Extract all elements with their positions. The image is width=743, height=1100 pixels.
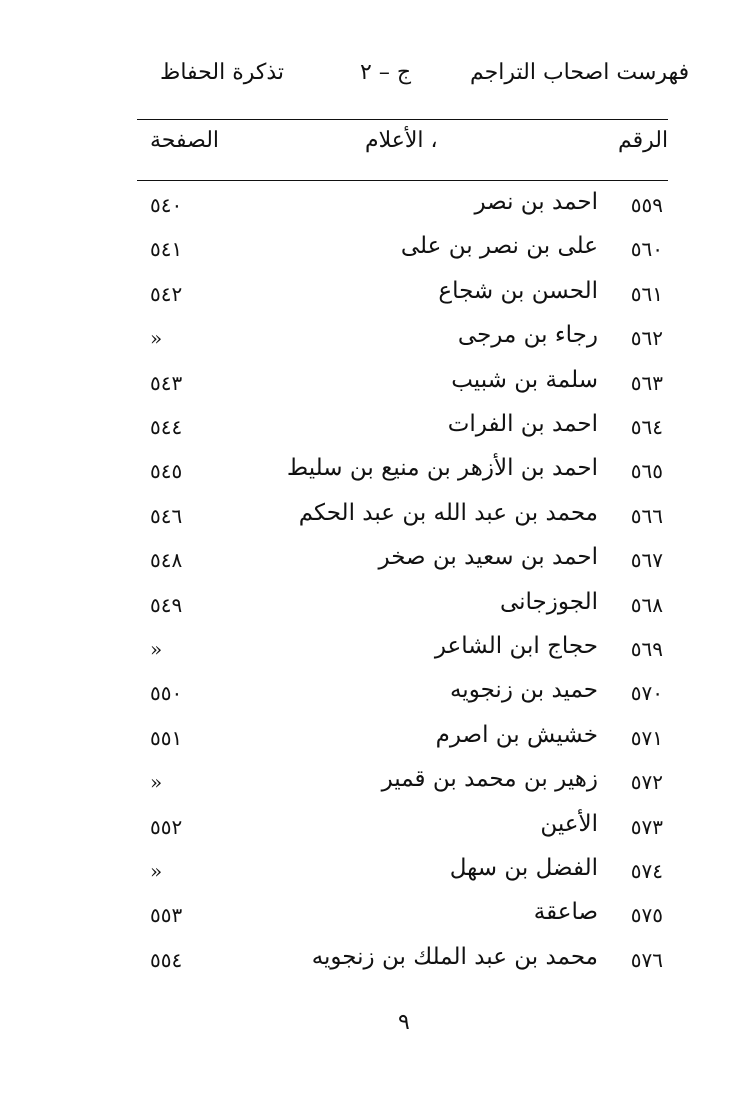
entry-page: ٥٤١: [150, 237, 183, 262]
entry-page: «: [150, 637, 163, 661]
index-row: [0, 229, 743, 273]
entry-name: على بن نصر بن على: [400, 233, 598, 260]
entry-name: خشيش بن اصرم: [435, 721, 598, 748]
entry-page: ٥٤٠: [150, 193, 183, 217]
entry-number: ٥٦٧: [630, 548, 663, 573]
index-row: [0, 318, 743, 362]
index-row: [0, 718, 743, 762]
entry-number: ٥٥٩: [630, 193, 663, 217]
index-title: فهرست اصحاب التراجم: [470, 60, 690, 85]
entry-number: ٥٦٥: [630, 459, 663, 484]
entry-name: سلمة بن شبيب: [451, 366, 598, 393]
entry-page: ٥٥١: [150, 725, 183, 750]
entry-page: «: [150, 770, 163, 795]
index-row: [0, 451, 743, 495]
entry-name: محمد بن عبد الله بن عبد الحكم: [298, 499, 598, 526]
index-row: [0, 185, 743, 229]
entry-page: ٥٥٢: [150, 814, 183, 839]
index-row: [0, 540, 743, 584]
column-header-page: الصفحة: [150, 128, 220, 153]
entry-name: محمد بن عبد الملك بن زنجويه: [311, 943, 598, 970]
entry-name: صاعقة: [533, 899, 598, 926]
entry-name: احمد بن الأزهر بن منيع بن سليط: [286, 455, 598, 482]
column-header-rule: [137, 180, 668, 181]
entry-page: ٥٥٤: [150, 947, 183, 972]
header-rule: [137, 119, 668, 120]
entry-number: ٥٧٤: [630, 859, 663, 883]
entry-page: «: [150, 859, 163, 883]
index-row: [0, 895, 743, 939]
entry-name: رجاء بن مرجى: [457, 322, 598, 349]
entry-number: ٥٦٠: [630, 237, 663, 262]
volume-label: ج – ٢: [360, 60, 412, 85]
entry-number: ٥٦٦: [630, 503, 663, 528]
index-row: [0, 363, 743, 407]
entry-page: «: [150, 326, 163, 351]
entry-name: الحسن بن شجاع: [438, 277, 598, 304]
entry-number: ٥٦٣: [630, 370, 663, 395]
entry-name: حجاج ابن الشاعر: [434, 633, 598, 659]
index-row: [0, 629, 743, 673]
entry-page: ٥٤٣: [150, 370, 183, 395]
entry-number: ٥٧١: [630, 725, 663, 750]
index-row: [0, 762, 743, 806]
column-header-names: الأعلام ،: [365, 128, 438, 153]
entry-name: احمد بن نصر: [474, 189, 598, 215]
entry-name: الأعين: [540, 810, 598, 837]
entry-number: ٥٦١: [630, 281, 663, 306]
index-row: [0, 274, 743, 318]
entry-page: ٥٥٠: [150, 681, 183, 706]
index-row: [0, 585, 743, 629]
entry-number: ٥٦٤: [630, 415, 663, 439]
entry-page: ٥٤٨: [150, 548, 183, 573]
page-number: ٩: [398, 1010, 410, 1035]
entry-name: الفضل بن سهل: [449, 855, 598, 881]
entry-name: زهير بن محمد بن قمير: [381, 766, 598, 793]
entry-page: ٥٤٤: [150, 415, 183, 439]
entry-page: ٥٤٢: [150, 281, 183, 306]
entry-number: ٥٧٣: [630, 814, 663, 839]
entry-name: الجوزجانى: [499, 588, 598, 615]
entry-number: ٥٧٢: [630, 770, 663, 795]
entry-name: حميد بن زنجويه: [449, 677, 598, 704]
entry-number: ٥٦٩: [630, 637, 663, 661]
index-row: [0, 673, 743, 717]
entry-name: احمد بن الفرات: [447, 411, 598, 437]
index-row: [0, 851, 743, 895]
column-header-number: الرقم: [618, 128, 669, 153]
entry-number: ٥٧٠: [630, 681, 663, 706]
entry-page: ٥٤٦: [150, 503, 183, 528]
entry-page: ٥٤٥: [150, 459, 183, 484]
entry-number: ٥٧٦: [630, 947, 663, 972]
entry-name: احمد بن سعيد بن صخر: [378, 544, 598, 571]
entry-page: ٥٥٣: [150, 903, 183, 928]
index-row: [0, 940, 743, 984]
entry-number: ٥٦٢: [630, 326, 663, 351]
entry-page: ٥٤٩: [150, 592, 183, 617]
index-row: [0, 496, 743, 540]
index-row: [0, 807, 743, 851]
entry-number: ٥٧٥: [630, 903, 663, 928]
index-row: [0, 407, 743, 451]
entry-number: ٥٦٨: [630, 592, 663, 617]
book-title: تذكرة الحفاظ: [160, 60, 284, 85]
